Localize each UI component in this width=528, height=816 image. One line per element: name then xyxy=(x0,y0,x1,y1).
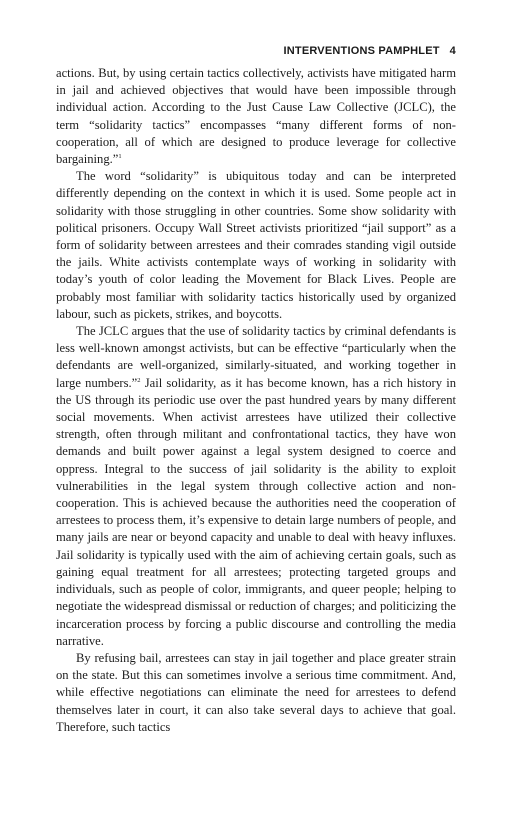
paragraph-1 xyxy=(56,65,456,168)
footnote-marker-1: 1 xyxy=(118,153,122,161)
paragraph-1-text: actions. But, by using certain tactics collectively, activists have mitigated harm in jail and achieved objectives that would have been impossible through individual action. According to the Just Cause Law Collective (JCLC), the term “solidarity tactics” encompasses “many different forms of non-cooperation, all of which are designed to produce leverage for collective bargaining.” xyxy=(56,66,456,167)
paragraph-4-text: By refusing bail, arrestees can stay in jail together and place greater strain on the state. But this can sometimes involve a serious time commitment. And, while effective negotiations can eliminate the need for arrestees to defend themselves later in court, it can also take several days to achieve that goal. Therefore, such tactics xyxy=(56,650,456,734)
paragraph-3-text-before: The JCLC argues that the use of solidarity tactics by criminal defendants is less well-known amongst activists, but can be effective “particularly when the defendants are well-organized, similarly-situated, and working together in large numbers.” xyxy=(56,324,456,390)
paragraph-2-text: The word “solidarity” is ubiquitous today and can be interpreted differently depending on the context in which it is used. Some people act in solidarity with those struggling in other countries. Some show solidarity with political prisoners. Occupy Wall Street activists prioritized “jail support” as a form of solidarity between arrestees and their comrades standing vigil outside the jails. White activists contemplate ways of working in solidarity with today’s youth of color leading the Movement for Black Lives. People are probably most familiar with solidarity tactics historically used by organized labour, such as pickets, strikes, and boycotts. xyxy=(56,169,456,321)
body-text xyxy=(56,65,456,736)
footnote-marker-2: 2 xyxy=(137,376,141,384)
page-number: 4 xyxy=(449,45,456,57)
pamphlet-title: INTERVENTIONS PAMPHLET xyxy=(283,45,440,57)
paragraph-3-text-after: Jail solidarity, as it has become known, has a rich history in the US through its periodic use over the past hundred years by many different social movements. When activist arrestees have utilized their collective strength, often through militant and confrontational tactics, they have won demands and built power against a legal system designed to coerce and oppress. Integral to the success of jail solidarity is the ability to exploit vulnerabilities in the legal system through collective action and non-cooperation. This is achieved because the authorities need the cooperation of arrestees to process them, it’s expensive to detain large numbers of people, and many jails are near or beyond capacity and unable to deal with heavy influxes. Jail solidarity is typically used with the aim of achieving certain goals, such as gaining equal treatment for all arrestees; protecting targeted groups and individuals, such as people of color, immigrants, and queer people; helping to negotiate the widespread dismissal or reduction of charges; and politicizing the incarceration process by forcing a public discourse and controlling the media narrative. xyxy=(56,375,456,648)
running-header xyxy=(56,44,456,58)
paragraph-4 xyxy=(56,650,456,736)
paragraph-2 xyxy=(56,168,456,323)
paragraph-3 xyxy=(56,323,456,650)
